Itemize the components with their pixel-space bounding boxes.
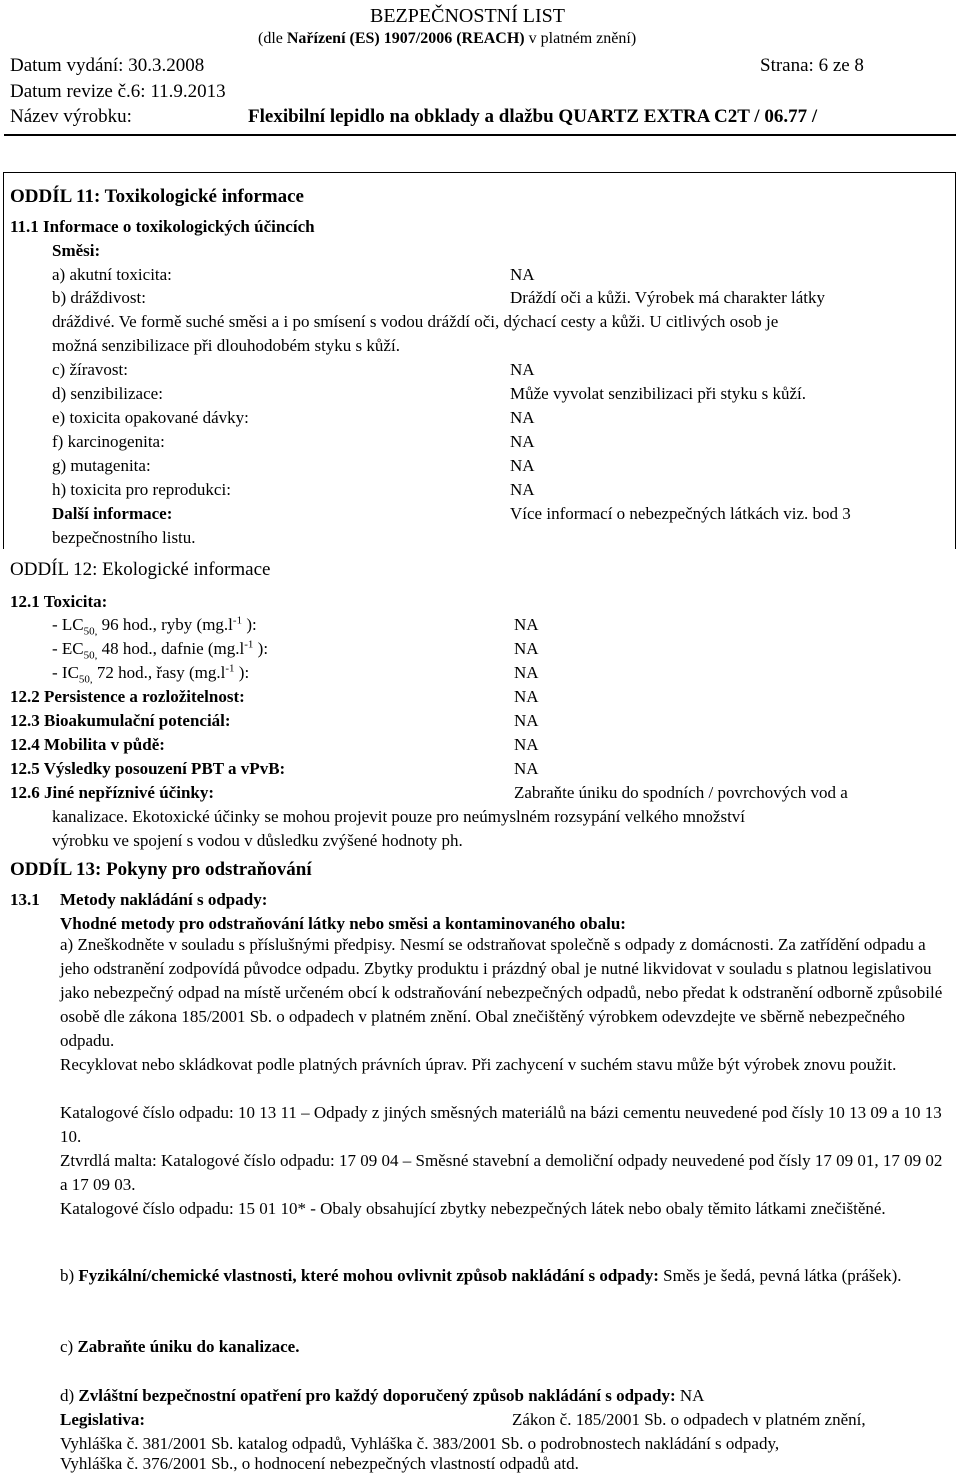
disposal-paragraph-a: a) Zneškodněte v souladu s příslušnými předpisy. Nesmí se odstraňovat společně s odpady z domácnosti. Za zatřídění odpadu a jeho odstranění zodpovídá původce odpadu. Zbytky produktu i prázdný obal je nutné likvidovat v souladu s platnou legislativou jako nebezpečný odpad na místě určeném obcí k odstraňování nebezpečných odpadů, nebo předat k odstranění odborně způsobilé osobě dle zákona 185/2001 Sb. o odpadech v platném znění. Obal znečištěný výrobkem odevzdejte ve sběrně nebezpečného odpadu. <box>60 935 943 1050</box>
sensitisation-label: d) senzibilizace: <box>52 384 163 403</box>
other-effects-continuation-2: výrobku ve spojení s vodou v důsledku zvýšené hodnoty ph. <box>52 831 463 850</box>
section-12-title: ODDÍL 12: Ekologické informace <box>10 559 271 580</box>
ic50-superscript: -1 <box>225 662 235 675</box>
product-label: Název výrobku: <box>10 106 132 127</box>
b-prefix: b) <box>60 1266 79 1285</box>
other-info-value: Více informací o nebezpečných látkách viz. bod 3 <box>510 504 851 523</box>
issue-date: Datum vydání: 30.3.2008 <box>10 55 205 76</box>
d-bold: Zvláštní bezpečnostní opatření pro každý doporučený způsob nakládání s odpady: <box>78 1386 676 1405</box>
section-13-1-number: 13.1 <box>10 890 40 909</box>
repeated-dose-value: NA <box>510 408 535 427</box>
recycling-paragraph: Recyklovat nebo skládkovat podle platných právních úprav. Při zachycení v suchém stavu může být výrobek znovu použit. <box>60 1055 897 1074</box>
revision-date: Datum revize č.6: 11.9.2013 <box>10 81 226 102</box>
repeated-dose-label: e) toxicita opakované dávky: <box>52 408 249 427</box>
corrosivity-label: c) žíravost: <box>52 360 128 379</box>
lc50-subscript: 50, <box>83 625 98 638</box>
b-bold: Fyzikální/chemické vlastnosti, které mohou ovlivnit způsob nakládání s odpady: <box>78 1266 659 1285</box>
waste-catalogue-2: Ztvrdlá malta: Katalogové číslo odpadu: 17 09 04 – Směsné stavební a demoliční odpady neuvedené pod čísly 17 09 01, 17 09 02 a 17 09 03. <box>60 1151 943 1194</box>
lc50-value: NA <box>514 615 539 634</box>
ic50-label <box>52 662 250 686</box>
lc50-suffix: ): <box>242 615 257 634</box>
ec50-label <box>52 638 269 662</box>
ic50-prefix: - IC <box>52 663 79 682</box>
persistence-value: NA <box>514 687 539 706</box>
legislation-continuation-2: Vyhláška č. 376/2001 Sb., o hodnocení nebezpečných vlastností odpadů atd. <box>60 1454 579 1473</box>
toxicity-heading: 12.1 Toxicita: <box>10 592 108 611</box>
regulation-note <box>258 29 636 49</box>
persistence-label: 12.2 Persistence a rozložitelnost: <box>10 687 245 706</box>
section-13-title: ODDÍL 13: Pokyny pro odstraňování <box>10 859 312 880</box>
disposal-paragraph-b <box>60 1264 945 1288</box>
irritation-continuation-1: dráždivé. Ve formě suché směsi a i po smísení s vodou dráždí oči, dýchací cesty a kůži. U citlivých osob je <box>52 312 779 331</box>
mobility-value: NA <box>514 735 539 754</box>
ec50-value: NA <box>514 639 539 658</box>
bioaccumulation-label: 12.3 Bioakumulační potenciál: <box>10 711 231 730</box>
legislation-continuation-1: Vyhláška č. 381/2001 Sb. katalog odpadů, Vyhláška č. 383/2001 Sb. o podrobnostech nakládání s odpady, <box>60 1434 780 1453</box>
regulation-suffix: v platném znění) <box>524 30 637 47</box>
ec50-prefix: - EC <box>52 639 84 658</box>
ic50-subscript: 50, <box>78 673 93 686</box>
b-rest: Směs je šedá, pevná látka (prášek). <box>658 1266 902 1285</box>
c-bold: Zabraňte úniku do kanalizace. <box>77 1337 300 1356</box>
product-name: Flexibilní lepidlo na obklady a dlažbu QUARTZ EXTRA C2T / 06.77 / <box>248 106 818 127</box>
irritation-continuation-2: možná senzibilizace při dlouhodobém styku s kůží. <box>52 336 400 355</box>
ic50-text: 72 hod., řasy (mg.l <box>92 663 226 682</box>
reproductive-toxicity-label: h) toxicita pro reprodukci: <box>52 480 231 499</box>
other-info-continuation: bezpečnostního listu. <box>52 528 196 547</box>
page-number: Strana: 6 ze 8 <box>760 55 864 76</box>
legislation-value: Zákon č. 185/2001 Sb. o odpadech v platném znění, <box>512 1410 866 1429</box>
carcinogenicity-value: NA <box>510 432 535 451</box>
mobility-label: 12.4 Mobilita v půdě: <box>10 735 165 754</box>
disposal-paragraph-d <box>60 1384 945 1408</box>
mixtures-label: Směsi: <box>52 241 101 260</box>
regulation-bold: Nařízení (ES) 1907/2006 (REACH) <box>286 30 525 47</box>
acute-toxicity-value: NA <box>510 265 535 284</box>
d-prefix: d) <box>60 1386 79 1405</box>
lc50-label <box>52 614 257 638</box>
disposal-methods-heading: Vhodné metody pro odstraňování látky nebo směsi a kontaminovaného obalu: <box>60 914 626 933</box>
ic50-value: NA <box>514 663 539 682</box>
regulation-prefix: (dle <box>258 30 287 47</box>
header-rule <box>4 134 956 136</box>
ec50-superscript: -1 <box>244 638 254 651</box>
bioaccumulation-value: NA <box>514 711 539 730</box>
irritation-value: Dráždí oči a kůži. Výrobek má charakter látky <box>510 288 825 307</box>
other-effects-value: Zabraňte úniku do spodních / povrchových vod a <box>514 783 848 802</box>
pbt-label: 12.5 Výsledky posouzení PBT a vPvB: <box>10 759 286 778</box>
document-title: BEZPEČNOSTNÍ LIST <box>370 5 565 27</box>
section-11-title: ODDÍL 11: Toxikologické informace <box>10 186 304 207</box>
other-effects-label: 12.6 Jiné nepříznivé účinky: <box>10 783 215 802</box>
disposal-paragraph-c <box>60 1335 945 1359</box>
ec50-text: 48 hod., dafnie (mg.l <box>97 639 245 658</box>
ec50-suffix: ): <box>253 639 269 658</box>
other-effects-continuation-1: kanalizace. Ekotoxické účinky se mohou projevit pouze pro neúmyslném rozsypání velkého množství <box>52 807 746 826</box>
lc50-superscript: -1 <box>232 614 243 627</box>
ic50-suffix: ): <box>234 663 250 682</box>
ec50-subscript: 50, <box>83 649 98 662</box>
mutagenicity-label: g) mutagenita: <box>52 456 151 475</box>
section-11-1-heading: 11.1 Informace o toxikologických účincích <box>10 217 315 236</box>
mutagenicity-value: NA <box>510 456 535 475</box>
lc50-prefix: - LC <box>52 615 84 634</box>
other-info-label: Další informace: <box>52 504 173 523</box>
carcinogenicity-label: f) karcinogenita: <box>52 432 165 451</box>
waste-catalogue-1: Katalogové číslo odpadu: 10 13 11 – Odpady z jiných směsných materiálů na bázi cementu neuvedené pod čísly 10 13 09 a 10 13 10. <box>60 1103 942 1146</box>
lc50-text: 96 hod., ryby (mg.l <box>97 615 233 634</box>
c-prefix: c) <box>60 1337 78 1356</box>
section-13-1-heading: Metody nakládání s odpady: <box>60 890 268 909</box>
waste-catalogue-3: Katalogové číslo odpadu: 15 01 10* - Obaly obsahující zbytky nebezpečných látek nebo obaly těmito látkami znečištěné. <box>60 1199 886 1218</box>
reproductive-toxicity-value: NA <box>510 480 535 499</box>
legislation-label: Legislativa: <box>60 1410 145 1429</box>
acute-toxicity-label: a) akutní toxicita: <box>52 265 172 284</box>
irritation-label: b) dráždivost: <box>52 288 146 307</box>
pbt-value: NA <box>514 759 539 778</box>
corrosivity-value: NA <box>510 360 535 379</box>
d-rest: NA <box>675 1386 705 1405</box>
sensitisation-value: Může vyvolat senzibilizaci při styku s kůží. <box>510 384 807 403</box>
